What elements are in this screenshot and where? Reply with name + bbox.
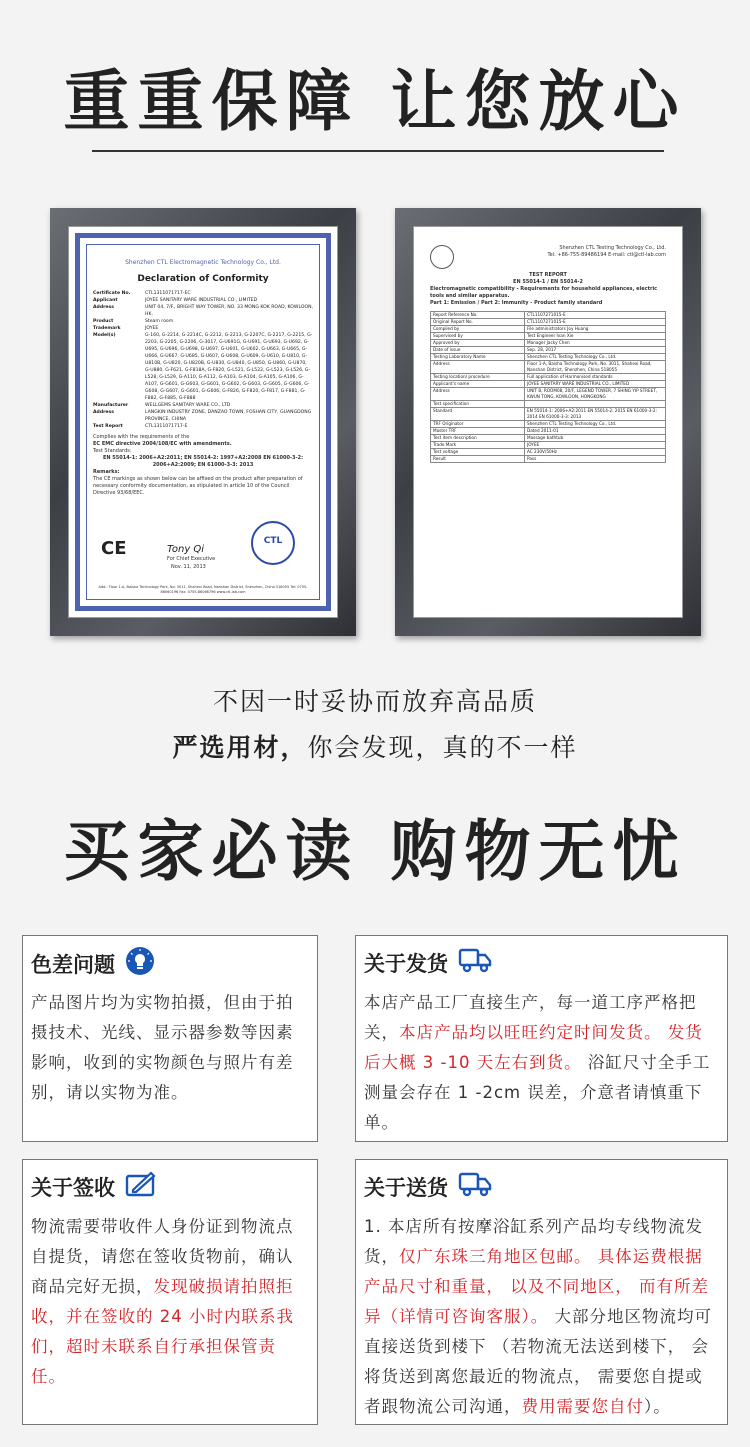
delivery-text-red-2: 费用需要您自付	[521, 1397, 644, 1416]
signer: For Chief Executive	[167, 556, 216, 562]
lab-logo-icon	[430, 245, 454, 269]
cert-field-row	[93, 297, 313, 304]
cert-field-key: Manufacturer	[93, 403, 129, 408]
info-box-delivery	[355, 1159, 728, 1425]
info-box-shipping	[355, 935, 728, 1142]
report-row	[431, 319, 666, 326]
cert-field-row	[93, 290, 313, 297]
cert-title: Declaration of Conformity	[137, 274, 269, 284]
report-row	[431, 326, 666, 333]
report-row-key: Original Report No.	[431, 319, 525, 326]
headline-bottom: 买家必读 购物无忧	[63, 813, 687, 890]
cert-field-row	[93, 332, 313, 402]
lightbulb-icon	[125, 946, 155, 981]
cert-field-value: JOYEE	[145, 326, 159, 331]
cert-field-row	[93, 325, 313, 332]
signing-text-red: 发现破损请拍照拒收，并在签收的 24 小时内联系我们，超时未联系自行承担保管责任。	[31, 1277, 294, 1386]
report-row	[431, 421, 666, 428]
shipping-text-red: 本店产品均以旺旺约定时间发货。 发货后大概 3 -10 天左右到货。	[364, 1023, 703, 1072]
signing-text-1: 物流需要带收件人身份证到物流点自提货，请您在签收货物前，确认商品完好无损，	[31, 1217, 294, 1296]
report-row-key: Applicant's name	[431, 381, 525, 388]
report-row-value: Full application of Harmonised standards	[525, 374, 666, 381]
declaration-of-conformity	[75, 233, 331, 611]
box-title-delivery: 关于送货	[364, 1175, 448, 1200]
report-row-value: Pass	[525, 456, 666, 463]
box-title-signing: 关于签收	[31, 1175, 115, 1200]
report-row-key: Address	[431, 361, 525, 374]
cert-standards: EN 55014-1: 2006+A2:2011; EN 55014-2: 1997+A2:2008 EN 61000-3-2: 2006+A2:2009; EN 61000-3-3: 2013	[102, 455, 304, 468]
headline-divider	[92, 150, 664, 152]
report-row-value: Dated 2011-01	[525, 428, 666, 435]
sign-pen-icon	[125, 1170, 157, 1203]
report-row-key: Master TRF	[431, 428, 525, 435]
report-row	[431, 428, 666, 435]
report-row-key: Testing Laboratory Name	[431, 354, 525, 361]
cert-field-value: Steam room	[145, 319, 174, 324]
report-row-key: Test voltage	[431, 449, 525, 456]
report-row	[431, 312, 666, 319]
truck-icon	[458, 946, 492, 979]
report-standard: EN 55014-1 / EN 55014-2	[513, 279, 583, 285]
report-row-value: JOYEE	[525, 442, 666, 449]
tagline-2-rest: 你会发现，真的不一样	[307, 733, 578, 762]
cert-field-value: WELLGEMS SANITARY WARE CO., LTD	[145, 403, 231, 408]
certificate-mat	[68, 226, 338, 618]
report-row-value: UNIT B, ROOM08, 20/F, LEGEND TOWER, 7 SHING YIP STREET, KWUN TONG, KOWLOON, HONGKONG	[525, 388, 666, 401]
report-row-key: Compiled by	[431, 326, 525, 333]
report-row-key: Test item description	[431, 435, 525, 442]
delivery-text-red-1: 仅广东珠三角地区包邮。 具体运费根据产品尺寸和重量， 以及不同地区， 而有所差异（详情可咨询客服）。	[364, 1247, 709, 1326]
tagline-1: 不因一时妥协而放弃高品质	[212, 687, 537, 716]
report-row-key: Trade Mark	[431, 442, 525, 449]
report-row-value: Manager Jacky Chen	[525, 340, 666, 347]
cert-field-row	[93, 304, 313, 318]
report-row	[431, 347, 666, 354]
report-mat	[413, 226, 683, 618]
report-row	[431, 435, 666, 442]
cert-field-key: Address	[93, 305, 114, 310]
cert-field-value: CTL1311071717-EC	[145, 291, 191, 296]
cert-standards-label: Test Standards:	[93, 448, 132, 454]
cert-field-value: UNIT 04, 7/F., BRIGHT WAY TOWER, NO. 33 MONG KOK ROAD, KOWLOON, HK.	[145, 305, 313, 317]
report-row-value: Shenzhen CTL Testing Technology Co., Ltd.	[525, 354, 666, 361]
framed-certificate-left	[50, 208, 356, 636]
report-row	[431, 354, 666, 361]
report-row	[431, 388, 666, 401]
report-part: Part 1: Emission / Part 2: Immunity - Product family standard	[430, 300, 603, 306]
report-row-key: Test specification	[431, 401, 525, 408]
report-row-key: TRF Originator	[431, 421, 525, 428]
report-row	[431, 374, 666, 381]
cert-field-key: Applicant	[93, 298, 118, 303]
cert-date: Nov. 11, 2013	[171, 564, 206, 570]
cert-field-key: Model(s)	[93, 333, 116, 338]
cert-field-key: Test Report	[93, 424, 123, 429]
report-row	[431, 401, 666, 408]
report-row	[431, 381, 666, 388]
truck-icon	[458, 1170, 492, 1203]
report-row-value: EN 55014-1: 2006+A2:2011 EN 55014-2: 2015 EN 61000-3-2: 2014 EN 61000-3-3: 2013	[525, 408, 666, 421]
tagline-2	[0, 728, 750, 764]
ctl-seal: CTL	[251, 521, 295, 565]
cert-field-value: LANGKIN INDUSTRY ZONE, DANZAO TOWN, FOSHAN CITY, GUANGDONG PROVINCE, CHINA	[145, 410, 312, 422]
tagline-2-bold: 严选用材，	[172, 733, 308, 762]
report-company: Shenzhen CTL Testing Technology Co., Ltd.	[559, 245, 666, 251]
cert-complies: Complies with the requirements of the	[93, 434, 190, 440]
report-row-value: AC 230V/50Hz	[525, 449, 666, 456]
cert-issuer: Shenzhen CTL Electromagnetic Technology Co., Ltd.	[125, 259, 281, 266]
report-row-key: Report Reference No.	[431, 312, 525, 319]
report-row	[431, 408, 666, 421]
report-row	[431, 442, 666, 449]
framed-certificate-right	[395, 208, 701, 636]
report-table	[431, 312, 666, 463]
signature: Tony Qi	[167, 544, 205, 555]
shipping-text-1: 本店产品工厂直接生产，每一道工序严格把关，	[364, 993, 697, 1042]
report-row	[431, 361, 666, 374]
cert-remarks-label: Remarks:	[93, 469, 120, 475]
report-row-value: CTL1107271015-E	[525, 319, 666, 326]
report-row-value: CTL1107271015-E	[525, 312, 666, 319]
report-row-key: Approved by	[431, 340, 525, 347]
report-row-value: JOYEE SANITARY WARE INDUSTRIAL CO., LIMITED	[525, 381, 666, 388]
delivery-text-3: ）。	[644, 1397, 671, 1416]
report-row-key: Testing location/ procedure	[431, 374, 525, 381]
box-title-shipping: 关于发货	[364, 951, 448, 976]
cert-field-row	[93, 318, 313, 325]
info-box-signing	[22, 1159, 318, 1425]
cert-directive: EC EMC directive 2004/108/EC with amendments.	[93, 441, 232, 447]
report-row	[431, 333, 666, 340]
cert-field-key: Address	[93, 410, 114, 415]
box-title-color: 色差问题	[31, 952, 115, 977]
cert-field-value: CTL1311071717-E	[145, 424, 188, 429]
box-text-delivery	[364, 1212, 715, 1422]
report-contact: Tel: +86-755-89486194 E-mail: ctl@ctl-lab.com	[547, 252, 666, 258]
report-title: TEST REPORT	[529, 272, 567, 278]
delivery-text-1: 1. 本店所有按摩浴缸系列产品均专线物流发货，	[364, 1217, 703, 1266]
report-row-key: Result	[431, 456, 525, 463]
cert-remarks: The CE markings as shown below can be affixed on the product after preparation of necessary conformity documentation, as stipulated in article 10 of the Council Directive 93/68/EEC.	[93, 476, 303, 496]
box-text-shipping	[364, 988, 715, 1138]
box-text-signing	[31, 1212, 305, 1392]
cert-footer: Add.: Floor 1-A, Baisha Technology Park, No. 3011, Shahexi Road, Nanshan District, Shenzhen, China 518055 Tel: 0755-86060196 Fax: 0755-86066796 www.ctl-lab.com	[98, 585, 308, 594]
cert-field-row	[93, 402, 313, 409]
report-row-value	[525, 401, 666, 408]
headline-top: 重重保障 让您放心	[63, 63, 687, 140]
box-text-color: 产品图片均为实物拍摄，但由于拍摄技术、光线、显示器参数等因素影响，收到的实物颜色与照片有差别，请以实物为准。	[31, 993, 294, 1102]
cert-field-key: Product	[93, 319, 114, 324]
report-row-value: File administrators Joy Huang	[525, 326, 666, 333]
report-row	[431, 449, 666, 456]
report-subject: Electromagnetic compatibility - Requirements for household appliances, electric tools and similar apparatus.	[430, 286, 658, 299]
cert-fields	[93, 290, 313, 430]
cert-field-row	[93, 423, 313, 430]
cert-field-row	[93, 409, 313, 423]
report-row-key: Date of issue	[431, 347, 525, 354]
report-row-key: Address	[431, 388, 525, 401]
report-row-value: Sep. 28, 2017	[525, 347, 666, 354]
ce-mark: CE	[101, 538, 127, 559]
report-row-key: Standard	[431, 408, 525, 421]
report-row-value: Shenzhen CTL Testing Technology Co., Ltd.	[525, 421, 666, 428]
report-row-value: Floor 1-A, Baisha Technology Park, No. 3011, Shahexi Road, Nanshan District, Shenzhen, China 518055	[525, 361, 666, 374]
info-box-color-difference	[22, 935, 318, 1142]
cert-field-value: G-160, G-2214, G-2214C, G-2212, G-2213, G-2207C, G-2217, G-2215, G-2203, G-2205, G-2206, G-3017, G-U691G, G-U691, G-U693, G-U692, G-U695, G-U696, G-U698, G-U697, G-U601, G-U602, G-U663, G-U665, G-U666, G-U667, G-U685, G-U607, G-U608, G-U609, G-U610, G-U810, G-U810B, G-U820, G-U820B, G-U830, G-U840, G-U850, G-U860, G-U870, G-U880, G-F621, G-F818A, G-F820, G-L521, G-L522, G-L523, G-L526, G-L528, G-L529, G-A110, G-A112, G-A103, G-A104, G-A105, G-A106, G-A107, G-G601, G-G603, G-G601, G-G602, G-G603, G-G605, G-G606, G-G608, G-G607, G-G601, G-G606, G-F826, G-F820, G-F817, G-F881, G-F882, G-F885, G-F888	[145, 333, 313, 401]
report-row-value: Test Engineer Ivan Xie	[525, 333, 666, 340]
cert-field-key: Trademark	[93, 326, 121, 331]
report-row	[431, 340, 666, 347]
report-row-value: Massage bathtub	[525, 435, 666, 442]
report-row	[431, 456, 666, 463]
report-row-key: Supervised by	[431, 333, 525, 340]
cert-field-value: JOYEE SANITARY WARE INDUSTRIAL CO., LIMITED	[145, 298, 258, 303]
shipping-text-2: 浴缸尺寸全手工测量会存在 1 -2cm 误差，介意者请慎重下单。	[364, 1053, 711, 1132]
test-report	[422, 235, 674, 609]
cert-field-key: Certificate No.	[93, 291, 131, 296]
delivery-text-2: 大部分地区物流均可直接送货到楼下 （若物流无法送到楼下， 会将货送到离您最近的物流点， 需要您自提或者跟物流公司沟通，	[364, 1307, 712, 1416]
